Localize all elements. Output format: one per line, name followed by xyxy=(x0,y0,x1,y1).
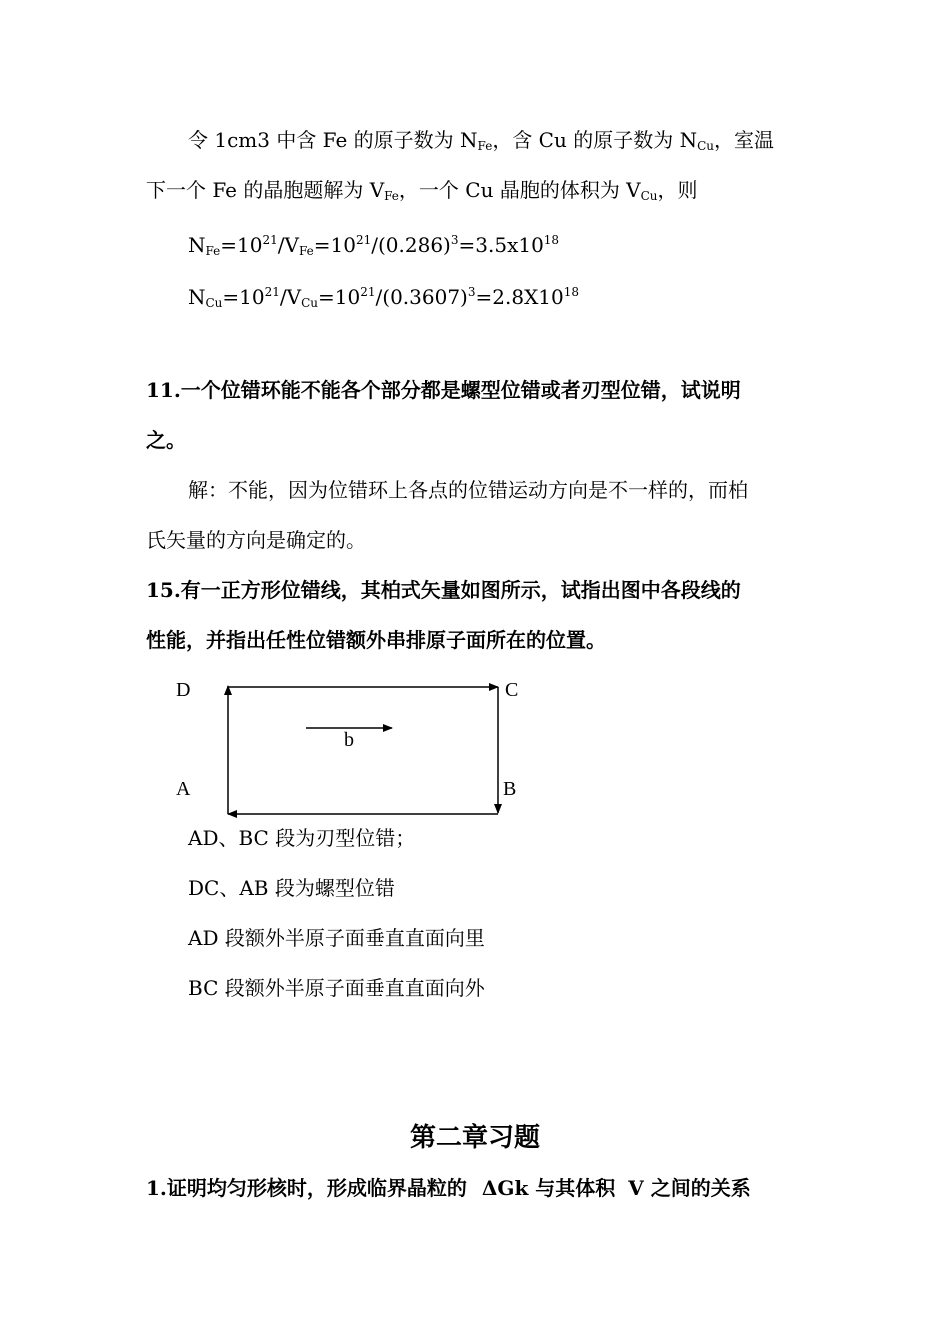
subscript: Fe xyxy=(298,244,314,258)
superscript: 21 xyxy=(355,233,372,247)
text-span: /V xyxy=(277,233,299,257)
subscript: Cu xyxy=(301,296,319,310)
text-span: /(0.286) xyxy=(371,233,451,257)
text-span: =10 xyxy=(313,233,356,257)
text-span: /V xyxy=(279,285,302,309)
question-15-line1: 15.有一正方形位错线，其柏式矢量如图所示，试指出图中各段线的 xyxy=(146,578,741,602)
corner-label-a: A xyxy=(176,778,191,800)
subscript: Fe xyxy=(384,189,399,203)
subscript: Cu xyxy=(205,296,223,310)
question-11-line2: 之。 xyxy=(146,428,186,452)
symbol-delta-gk: ΔGk xyxy=(481,1176,529,1200)
text-span: N xyxy=(188,285,206,309)
corner-label-d: D xyxy=(176,679,191,701)
text-span: =10 xyxy=(222,285,265,309)
superscript: 18 xyxy=(543,233,560,247)
text-span: N xyxy=(188,233,206,257)
text-span: =10 xyxy=(220,233,263,257)
text-span: =10 xyxy=(318,285,361,309)
superscript: 21 xyxy=(262,233,278,247)
corner-label-c: C xyxy=(505,679,519,701)
text-line xyxy=(188,126,774,160)
text-span: 之间的关系 xyxy=(643,1176,751,1200)
text-span: 下一个 Fe 的晶胞题解为 V xyxy=(146,178,385,202)
text-span: 1.证明均匀形核时，形成临界晶粒的 xyxy=(146,1176,474,1200)
subscript: Cu xyxy=(640,189,658,203)
text-span: =3.5x10 xyxy=(458,233,544,257)
chapter-title: 第二章习题 xyxy=(409,1123,540,1153)
question-11-line1: 11.一个位错环能不能各个部分都是螺型位错或者刃型位错，试说明 xyxy=(146,378,741,402)
text-span: ，一个 Cu 晶胞的体积为 V xyxy=(398,178,641,202)
corner-label-b: B xyxy=(503,778,517,800)
superscript: 21 xyxy=(360,285,376,299)
text-span: 与其体积 xyxy=(528,1176,623,1200)
text-span: ，含 Cu 的原子数为 N xyxy=(492,128,698,152)
equation-cu xyxy=(188,278,579,317)
dislocation-loop-diagram xyxy=(160,670,540,830)
text-span: /(0.3607) xyxy=(375,285,468,309)
superscript: 3 xyxy=(467,285,476,299)
subscript: Fe xyxy=(205,244,221,258)
superscript: 21 xyxy=(264,285,280,299)
subscript: Cu xyxy=(697,139,714,153)
symbol-v: V xyxy=(628,1176,644,1200)
text-line xyxy=(146,176,698,210)
answer-15-line3: AD 段额外半原子面垂直直面向里 xyxy=(188,926,485,950)
answer-15-line1: AD、BC 段为刃型位错； xyxy=(188,826,416,850)
answer-15-line2: DC、AB 段为螺型位错 xyxy=(188,876,395,900)
answer-15-line4: BC 段额外半原子面垂直直面向外 xyxy=(188,976,485,1000)
question-15-line2: 性能，并指出任性位错额外串排原子面所在的位置。 xyxy=(146,628,606,652)
answer-11-line1: 解：不能，因为位错环上各点的位错运动方向是不一样的，而柏 xyxy=(188,478,748,502)
superscript: 3 xyxy=(450,233,459,247)
text-span: ，室温 xyxy=(714,128,774,152)
text-span: ，则 xyxy=(657,178,698,202)
answer-11-line2: 氏矢量的方向是确定的。 xyxy=(146,528,366,552)
superscript: 18 xyxy=(563,285,580,299)
text-span: 令 1cm3 中含 Fe 的原子数为 N xyxy=(188,128,478,152)
subscript: Fe xyxy=(477,139,493,153)
burgers-vector-label: b xyxy=(344,729,354,751)
text-span: =2.8X10 xyxy=(475,285,564,309)
question-1-line1 xyxy=(146,1174,751,1202)
equation-fe xyxy=(188,226,559,265)
